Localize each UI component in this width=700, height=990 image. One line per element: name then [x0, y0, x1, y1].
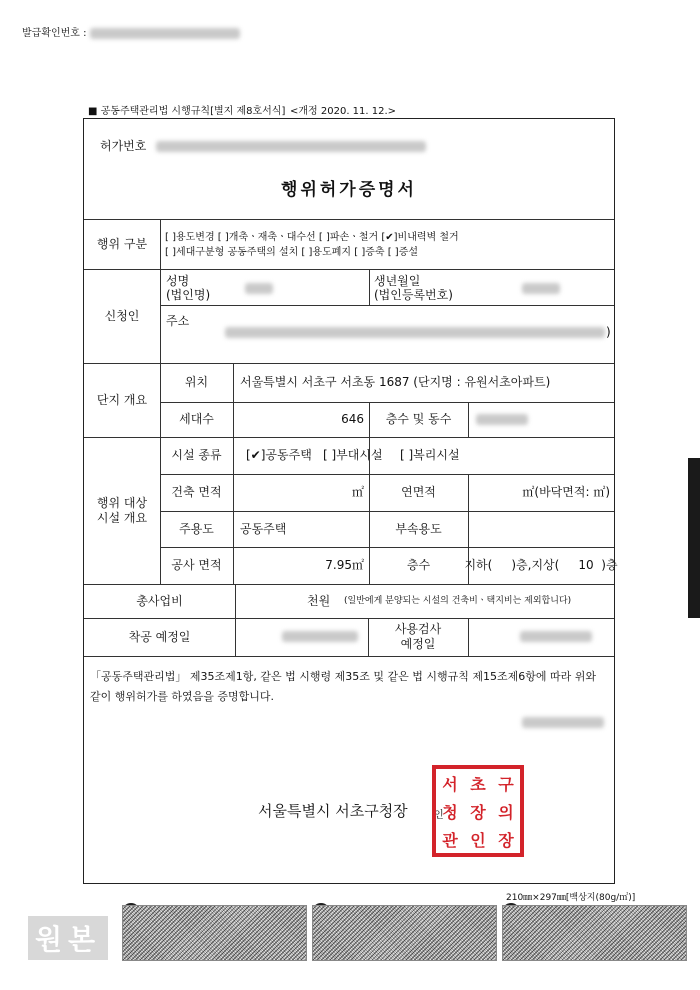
security-pattern-2	[312, 905, 497, 961]
floor-count-label: 층수	[406, 558, 431, 572]
floors-buildings-label: 층수 및 동수	[385, 412, 452, 426]
applicant-label: 신청인	[104, 308, 140, 323]
redacted-issue-number	[90, 28, 240, 39]
seal-mark: 인	[434, 810, 444, 821]
act-type-label: 행위 구분	[96, 236, 148, 251]
main-use-label: 주용도	[179, 521, 214, 536]
redacted-applicant-birth	[522, 283, 560, 294]
document-title: 행위허가증명서	[281, 180, 417, 200]
seal-char: 관	[442, 830, 458, 850]
applicant-address-label: 주소	[166, 314, 190, 328]
security-pattern-3	[502, 905, 687, 961]
total-cost-unit: 천원	[307, 593, 331, 608]
redacted-permit-number	[156, 141, 426, 152]
permit-number	[100, 137, 426, 154]
total-area-label: 연면적	[401, 485, 436, 499]
redacted-applicant-name	[245, 283, 273, 294]
applicant-address-end: )	[606, 325, 611, 339]
paper-spec: 210㎜×297㎜[백상지(80g/㎡)]	[506, 893, 636, 903]
work-area-label: 공사 면적	[171, 558, 222, 572]
redacted-applicant-address	[225, 327, 605, 338]
building-area-unit: ㎡	[351, 485, 364, 499]
side-scroll-tab	[688, 458, 700, 618]
facility-kind-label: 시설 종류	[171, 448, 222, 462]
revision-date: <개정 2020. 11. 12.>	[290, 106, 397, 117]
households-label: 세대수	[179, 412, 214, 426]
seal-char: 장	[470, 802, 486, 822]
seal-char: 초	[470, 774, 486, 794]
redacted-floors-buildings	[476, 414, 528, 425]
total-area-unit: ㎡(바닥면적: ㎡)	[522, 485, 610, 499]
seal-char: 서	[442, 774, 458, 794]
location-label: 위치	[184, 375, 209, 389]
act-type-options-line2: [ ]세대구분형 공동주택의 설치 [ ]용도폐지 [ ]증축 [ ]증설	[165, 247, 419, 258]
redacted-issue-date	[522, 717, 604, 728]
work-area-value: 7.95㎡	[325, 558, 364, 572]
redacted-start-date	[282, 631, 358, 642]
start-date-label: 착공 예정일	[128, 629, 191, 644]
complex-label: 단지 개요	[96, 392, 148, 407]
form-reference: ■ 공동주택관리법 시행규칙[별지 제8호서식]	[88, 106, 286, 117]
issuer-name: 서울특별시 서초구청장	[258, 802, 408, 820]
facility-label: 행위 대상 시설 개요	[96, 495, 148, 525]
official-seal	[432, 765, 524, 857]
security-pattern-1	[122, 905, 307, 961]
households-value: 646	[341, 412, 364, 426]
applicant-name-label: 성명 (법인명)	[166, 274, 211, 302]
seal-char: 인	[470, 830, 486, 850]
permit-number-label: 허가번호	[100, 139, 147, 153]
total-cost-note: (일반에게 분양되는 시설의 건축비ㆍ택지비는 제외합니다)	[344, 595, 572, 606]
inspection-date-label: 사용검사 예정일	[394, 622, 442, 651]
main-use-value: 공동주택	[240, 521, 287, 536]
seal-char: 의	[498, 802, 514, 822]
issue-confirm-number	[22, 24, 240, 39]
facility-kind-opt1: [✔]공동주택	[246, 448, 312, 462]
seal-char: 구	[498, 774, 514, 794]
sub-use-label: 부속용도	[395, 521, 442, 536]
act-type-options	[165, 230, 459, 260]
building-area-label: 건축 면적	[171, 485, 222, 499]
act-type-options-line1: [ ]용도변경 [ ]개축ㆍ재축ㆍ대수선 [ ]파손ㆍ철거 [✔]비내력벽 철거	[165, 232, 459, 243]
original-watermark: 원본	[28, 916, 108, 960]
applicant-birth-label: 생년월일 (법인등록번호)	[374, 274, 453, 302]
issue-confirm-label: 발급확인번호 :	[22, 28, 87, 39]
seal-char: 장	[498, 830, 514, 850]
seal-char: 청	[442, 802, 458, 822]
floor-count-value: 지하( )층,지상( 10 )층	[464, 558, 618, 572]
location-value: 서울특별시 서초구 서초동 1687 (단지명 : 유원서초아파트)	[240, 375, 551, 389]
certification-statement: 「공동주택관리법」 제35조제1항, 같은 법 시행령 제35조 및 같은 법 시행규칙 제15조제6항에 따라 위와 같이 행위허가를 하였음을 증명합니다.	[90, 670, 596, 703]
facility-kind-opt2: [ ]부대시설	[323, 448, 383, 462]
facility-kind-opt3: [ ]복리시설	[400, 448, 460, 462]
total-cost-label: 총사업비	[136, 593, 183, 608]
redacted-inspection-date	[520, 631, 592, 642]
